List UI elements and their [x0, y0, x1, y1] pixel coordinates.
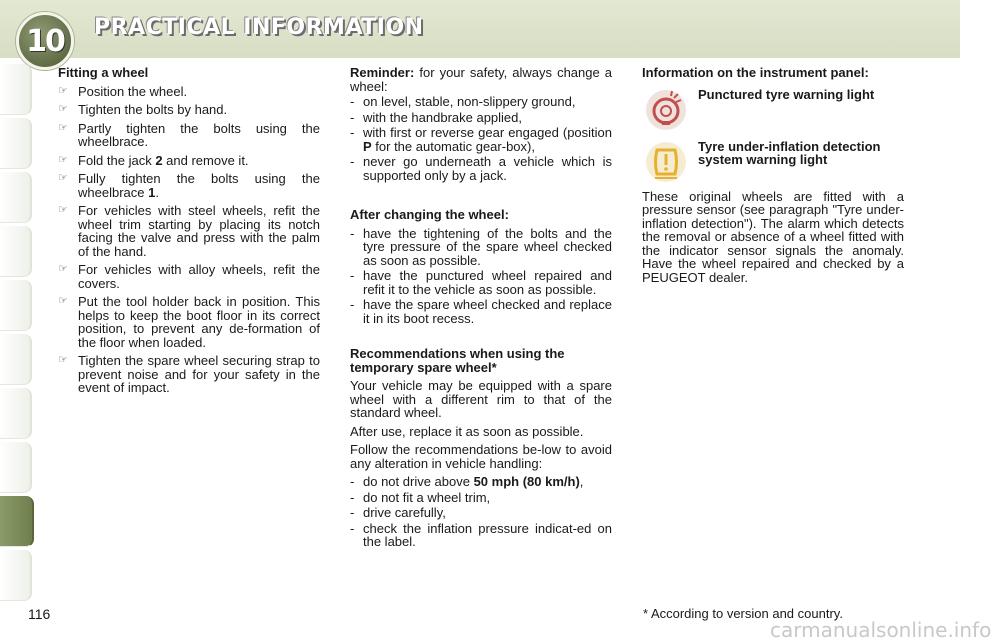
chapter-tab[interactable]	[0, 172, 32, 223]
dash-marker: -	[350, 225, 355, 241]
pointer-bullet-icon: ☞	[58, 354, 68, 366]
list-item-text	[78, 172, 320, 199]
punctured-tyre-row	[642, 88, 904, 132]
list-item-text	[363, 126, 612, 153]
fitting-wheel-heading: Fitting a wheel	[58, 65, 149, 80]
text-part: Fold the jack	[78, 152, 156, 168]
text-part: For vehicles with alloy wheels, refit the covers.	[78, 262, 320, 291]
text-part: drive carefully,	[363, 505, 446, 520]
reminder-paragraph	[350, 66, 612, 93]
text-part: have the tightening of the bolts and the tyre pressure of the spare wheel checked as soon as possible.	[363, 225, 612, 268]
dash-marker: -	[350, 268, 355, 283]
chapter-tab-active[interactable]	[0, 496, 34, 547]
pointer-bullet-icon: ☞	[58, 103, 68, 115]
column-reminders	[350, 66, 612, 551]
bold-part: 50 mph (80 km/h)	[473, 474, 580, 489]
list-item-text	[78, 154, 320, 168]
chapter-tab[interactable]	[0, 280, 32, 331]
list-item	[58, 354, 320, 395]
pointer-bullet-icon: ☞	[58, 121, 68, 134]
text-part: do not drive above	[363, 474, 474, 489]
list-item-text	[78, 122, 320, 149]
chapter-tab[interactable]	[0, 550, 32, 601]
list-item-text	[363, 269, 612, 296]
text-part: for the automatic gear-box),	[371, 138, 535, 154]
dash-marker: -	[350, 125, 355, 140]
text-part: Tighten the spare wheel securing strap to prevent noise and for your safety in the event of impact.	[78, 353, 320, 395]
list-item	[350, 95, 612, 109]
reminder-list	[350, 95, 612, 182]
dash-marker: -	[350, 109, 355, 125]
list-item-text	[78, 295, 320, 349]
dash-marker: -	[350, 505, 355, 520]
list-item	[350, 491, 612, 505]
chapter-number: 10	[26, 23, 64, 59]
dash-marker: -	[350, 489, 355, 505]
chapter-tab[interactable]	[0, 226, 32, 277]
text-part: Put the tool holder back in position. This helps to keep the boot floor in its correct position, to prevent any de-formation of the floor when loaded.	[78, 294, 320, 350]
list-item-text	[363, 475, 612, 489]
pointer-bullet-icon: ☞	[58, 263, 68, 275]
list-item	[350, 522, 612, 549]
bold-part: 1	[148, 184, 156, 200]
text-part: have the punctured wheel repaired and refit it to the vehicle as soon as possible.	[363, 268, 612, 297]
pointer-bullet-icon: ☞	[58, 153, 68, 166]
text-part: ,	[579, 474, 584, 489]
watermark: carmanualsonline.info	[770, 618, 991, 642]
text-part: on level, stable, non-slippery ground,	[363, 94, 576, 109]
recommendation-list	[350, 475, 612, 549]
after-changing-list	[350, 227, 612, 326]
list-item	[58, 204, 320, 258]
dash-marker: -	[350, 154, 355, 169]
list-item-text	[363, 111, 612, 125]
list-item	[58, 295, 320, 349]
list-item-text	[78, 263, 320, 290]
page-header	[0, 0, 960, 58]
chapter-tab[interactable]	[0, 118, 32, 169]
text-part: with first or reverse gear engaged (position	[363, 125, 612, 140]
tyre-under-inflation-icon	[644, 140, 688, 184]
list-item	[58, 103, 320, 117]
text-part: .	[155, 184, 159, 200]
pointer-bullet-icon: ☞	[58, 204, 68, 216]
recommendation-paragraph: Your vehicle may be equipped with a spare wheel with a different rim to that of the standard wheel.	[350, 378, 612, 420]
recommendation-paragraph: Follow the recommendations be-low to avoid any alteration in vehicle handling:	[350, 442, 612, 471]
reminder-text: for your safety, always change a wheel:	[350, 65, 612, 94]
text-part: do not fit a wheel trim,	[363, 489, 491, 505]
bold-part: 2	[155, 152, 163, 168]
list-item-text	[78, 103, 320, 117]
list-item	[350, 227, 612, 268]
under-inflation-label: Tyre under-inflation detection system warning light	[698, 138, 881, 167]
reminder-label: Reminder:	[350, 65, 415, 80]
list-item-text	[78, 354, 320, 395]
fitting-wheel-steps	[58, 85, 320, 395]
footnote: * According to version and country.	[643, 606, 843, 621]
list-item	[350, 111, 612, 125]
list-item-text	[363, 506, 612, 520]
dash-marker: -	[350, 474, 355, 489]
recommendations-heading: Recommendations when using the temporary spare wheel*	[350, 346, 565, 375]
list-item	[350, 126, 612, 153]
pointer-bullet-icon: ☞	[58, 295, 68, 307]
pointer-bullet-icon: ☞	[58, 84, 68, 97]
under-inflation-row	[642, 140, 904, 184]
list-item-text	[78, 85, 320, 99]
chapter-badge	[16, 12, 74, 70]
list-item	[58, 85, 320, 99]
text-part: check the inflation pressure indicat-ed on the label.	[363, 520, 612, 549]
chapter-tabs	[0, 64, 34, 576]
text-part: Tighten the bolts by hand.	[78, 102, 228, 117]
list-item-text	[363, 227, 612, 268]
pointer-bullet-icon: ☞	[58, 172, 68, 184]
column-instrument-panel	[642, 66, 904, 289]
text-part: Partly tighten the bolts using the wheelbrace.	[78, 120, 320, 149]
list-item	[58, 172, 320, 199]
list-item	[58, 154, 320, 168]
list-item	[350, 155, 612, 182]
list-item	[58, 263, 320, 290]
instrument-panel-heading: Information on the instrument panel:	[642, 65, 869, 80]
list-item	[350, 475, 612, 489]
column-fitting-wheel	[58, 66, 320, 400]
text-part: For vehicles with steel wheels, refit the wheel trim starting by placing its notch facing the valve and press with the palm of the hand.	[78, 203, 320, 259]
bold-part: P	[363, 138, 372, 154]
dash-marker: -	[350, 297, 355, 312]
punctured-tyre-label: Punctured tyre warning light	[698, 86, 875, 102]
list-item-text	[363, 298, 612, 325]
list-item-text	[363, 95, 612, 109]
punctured-tyre-icon	[644, 88, 688, 132]
text-part: and remove it.	[162, 152, 249, 168]
list-item-text	[363, 155, 612, 182]
instrument-panel-paragraph: These original wheels are fitted with a pressure sensor (see paragraph "Tyre under-inflation detection"). The alarm which detects the removal or absence of a wheel fitted with the indicator sensor signals the anomaly. Have the wheel repaired and checked by a PEUGEOT dealer.	[642, 188, 904, 285]
after-changing-heading: After changing the wheel:	[350, 207, 509, 222]
text-part: have the spare wheel checked and replace it in its boot recess.	[363, 297, 612, 326]
dash-marker: -	[350, 94, 355, 109]
chapter-tab[interactable]	[0, 64, 32, 115]
page-title: PRACTICAL INFORMATION	[94, 15, 424, 40]
dash-marker: -	[350, 520, 355, 536]
text-part: with the handbrake applied,	[363, 109, 523, 125]
list-item-text	[78, 204, 320, 258]
chapter-tab[interactable]	[0, 334, 32, 385]
text-part: never go underneath a vehicle which is supported only by a jack.	[363, 154, 612, 183]
list-item	[350, 298, 612, 325]
list-item-text	[363, 491, 612, 505]
list-item	[350, 506, 612, 520]
chapter-tab[interactable]	[0, 442, 32, 493]
list-item	[58, 122, 320, 149]
text-part: Fully tighten the bolts using the wheelbrace	[78, 171, 320, 200]
page-number: 116	[28, 606, 51, 622]
chapter-tab[interactable]	[0, 388, 32, 439]
recommendation-paragraph: After use, replace it as soon as possible.	[350, 423, 584, 439]
list-item-text	[363, 522, 612, 549]
list-item	[350, 269, 612, 296]
text-part: Position the wheel.	[78, 83, 188, 99]
